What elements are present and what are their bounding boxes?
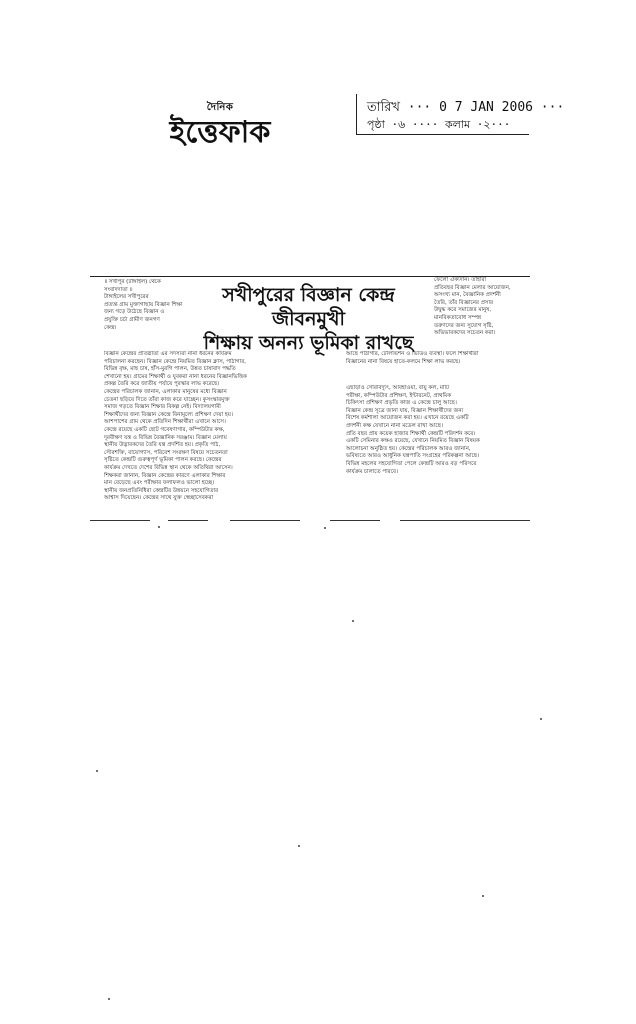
body-line: পরিচালনা করছেন। বিজ্ঞান কেন্দ্রে নিয়মিত বিজ্ঞান ক্লাস, পাঠাগার, <box>104 358 247 365</box>
body-line: শিক্ষার্থীদের জন্য বিজ্ঞান কেন্দ্রে বিনামূল্যে প্রশিক্ষণ দেয়া হয়। <box>104 411 233 418</box>
body-line: চিকিৎসা প্রশিক্ষণ প্রভৃতি কাজ এ কেন্দ্রে চালু আছে। <box>346 400 457 407</box>
body-line: কার্যক্রম চালাতে পারবে। <box>346 468 398 475</box>
intro-line: টাঙ্গাইলের সখীপুরের <box>104 294 149 301</box>
masthead-name: ইত্তেফাক <box>169 115 271 150</box>
article-headline <box>186 283 431 355</box>
right-top-line: অভিভাবকদের সচেতন করা। <box>434 330 496 337</box>
body-line: কেন্দ্রে রয়েছে একটি ছোট গবেষণাগার, কম্পিউটার কক্ষ, <box>104 426 225 433</box>
body-line: স্থানীয় উদ্ভাবকদের তৈরি যন্ত্র প্রদর্শিত হয়। প্রকৃতি পাঠ, <box>104 442 221 449</box>
body-line: আশপাশের গ্রাম থেকে প্রতিদিন শিক্ষার্থীরা এখানে আসে। <box>104 419 226 426</box>
body-line: এছাড়াও সৌরবিদ্যুৎ, আবহাওয়া, বায়ু কল, মাটি <box>346 385 450 391</box>
right-top-line: উদ্বুদ্ধ করে সমাজের মানুষ, <box>434 307 492 314</box>
article-body-right <box>346 385 520 516</box>
body-line: আছে পাঠাগার, টেলিভিশন ও ভিডিও ব্যবস্থা। ফলে শিক্ষার্থীরা <box>346 351 479 357</box>
article-body-left <box>104 351 344 516</box>
news-article <box>90 275 530 525</box>
body-line: বিজ্ঞান কেন্দ্রের প্রতিষ্ঠাতা এর সদস্যরা নানা ধরনের কার্যক্রম <box>104 351 232 357</box>
intro-line: ॥ সখীপুর (টাঙ্গাইল) থেকে <box>104 279 161 285</box>
intro-line: প্রত্যন্ত গ্রাম মুক্তাগাছায় বিজ্ঞান শিক্ষা <box>104 301 183 308</box>
body-line: বিশেষ কর্মশালা আয়োজন করা হয়। এখানে রয়েছে একটি <box>346 415 469 422</box>
body-line: শেখানো হয়। গ্রামের শিক্ষার্থী ও যুবকরা নানা ধরনের বিজ্ঞানভিত্তিক <box>104 373 247 380</box>
body-line: প্রদর্শনী কক্ষ যেখানে নানা মডেল রাখা আছে। <box>346 422 443 429</box>
body-line: কেন্দ্রের পরিচালক জানান, এলাকার মানুষের মধ্যে বিজ্ঞান <box>104 388 227 395</box>
bottom-rule-segment <box>90 520 150 521</box>
right-top-line: মানবিকতাবোধ সম্পন্ন <box>434 314 481 321</box>
bottom-rule-segment <box>168 520 208 521</box>
body-line: মান বেড়েছে এবং পরীক্ষার ফলাফলও ভালো হচ্ছে। <box>104 480 215 487</box>
masthead-prefix: দৈনিক <box>206 102 234 113</box>
article-body-right-lead <box>346 351 520 383</box>
right-top-line: অসংখ্য মান, বৈজ্ঞানিক প্রদর্শনী <box>434 292 501 299</box>
body-line: সৃষ্টিতে কেন্দ্রটি গুরুত্বপূর্ণ ভূমিকা পালন করছে। কেন্দ্রের <box>104 457 222 464</box>
body-line: সৌরশক্তি, বায়োগ্যাস, পরিবেশ সংরক্ষণ বিষয়ে সচেতনতা <box>104 449 228 456</box>
headline-line-1: সখীপুরের বিজ্ঞান কেন্দ্র জীবনমুখী <box>222 284 395 330</box>
body-line: চেতনা ছড়িয়ে দিতে তাঁরা কাজ করে যাচ্ছেন। কুসংস্কারমুক্ত <box>104 396 230 403</box>
body-line: বিজ্ঞান কেন্দ্র সূত্রে জানা যায়, বিজ্ঞান শিক্ষার্থীদের জন্য <box>346 407 464 414</box>
stamp-page: পৃষ্ঠা ·৬ ···· কলাম ·২··· <box>367 118 511 131</box>
body-line: বিভিন্ন বৃক্ষ, মাছ চাষ, হাঁস-মুরগি পালন, উন্নত চাষাবাদ পদ্ধতি <box>104 366 236 373</box>
body-line: স্থানীয় জনপ্রতিনিধিরা কেন্দ্রটির উন্নয়নে সহযোগিতার <box>104 487 219 494</box>
body-line: বিভিন্ন মহলের সহযোগিতা পেলে কেন্দ্রটি আরও বড় পরিসরে <box>346 460 477 467</box>
body-line: পরীক্ষা, কম্পিউটার প্রশিক্ষণ, ইন্টারনেট, প্রাথমিক <box>346 392 452 399</box>
body-line: সমাজ গড়তে বিজ্ঞান শিক্ষার বিকল্প নেই। বিদ্যালয়গামী <box>104 404 221 411</box>
headline-line-2: শিক্ষায় অনন্য ভূমিকা রাখছে <box>203 332 414 354</box>
right-top-line: ফেলো ঐক্যদান। তাহারা <box>434 277 487 283</box>
bottom-rule-segment <box>230 520 300 521</box>
body-line: প্রকল্প তৈরি করে জাতীয় পর্যায়ে পুরস্কার লাভ করেছে। <box>104 381 220 388</box>
date-stamp <box>356 94 565 135</box>
body-line: শিক্ষকরা জানান, বিজ্ঞান কেন্দ্রের কারণে এলাকার শিক্ষার <box>104 472 226 479</box>
body-line: দূরবীক্ষণ যন্ত্র ও বিভিন্ন বৈজ্ঞানিক সরঞ্জাম। বিজ্ঞান মেলায় <box>104 434 227 441</box>
right-top-line: তরুণদের জন্য সুযোগ সৃষ্টি, <box>434 322 494 329</box>
body-line: প্রতি বছর প্রায় কয়েক হাজার শিক্ষার্থী কেন্দ্রটি পরিদর্শন করে। <box>346 430 476 437</box>
intro-line: জন্য গড়ে উঠেছে বিজ্ঞান ও <box>104 309 165 316</box>
right-top-line: প্রতিবছর বিজ্ঞান মেলার আয়োজন, <box>434 284 511 291</box>
intro-line: কেন্দ্র। <box>104 324 117 331</box>
right-top-line: তৈরি, তাঁর বিজ্ঞানের প্রসার <box>434 299 494 306</box>
intro-line: সংবাদদাতা ॥ <box>104 286 133 293</box>
body-line: একটি সেমিনার কক্ষও রয়েছে, যেখানে নিয়মিত বিজ্ঞান বিষয়ক <box>346 438 480 445</box>
newspaper-masthead <box>150 100 290 149</box>
stamp-date: তারিখ ··· 0 7 JAN 2006 ··· <box>367 100 565 115</box>
bottom-rule-segment <box>400 520 530 521</box>
body-line: আলোচনা অনুষ্ঠিত হয়। কেন্দ্রের পরিচালক আরও জানান, <box>346 445 471 452</box>
body-line: কার্যক্রম দেখতে দেশের বিভিন্ন স্থান থেকে অতিথিরা আসেন। <box>104 464 233 471</box>
article-column-right-top <box>434 277 520 349</box>
body-line: ভবিষ্যতে আরও আধুনিক যন্ত্রপাতি সংগ্রহের পরিকল্পনা আছে। <box>346 453 480 460</box>
intro-line: প্রযুক্তি চর্চা গ্রামীণ জনগণ <box>104 316 160 323</box>
body-line: বিজ্ঞানের নানা বিষয়ে হাতে-কলমে শিক্ষা লাভ করছে। <box>346 358 461 365</box>
article-column-intro <box>104 279 186 351</box>
bottom-rule-segment <box>330 520 380 521</box>
body-line: আশ্বাস দিয়েছেন। কেন্দ্রের সাথে যুক্ত স্বেচ্ছাসেবকরা <box>104 495 214 502</box>
